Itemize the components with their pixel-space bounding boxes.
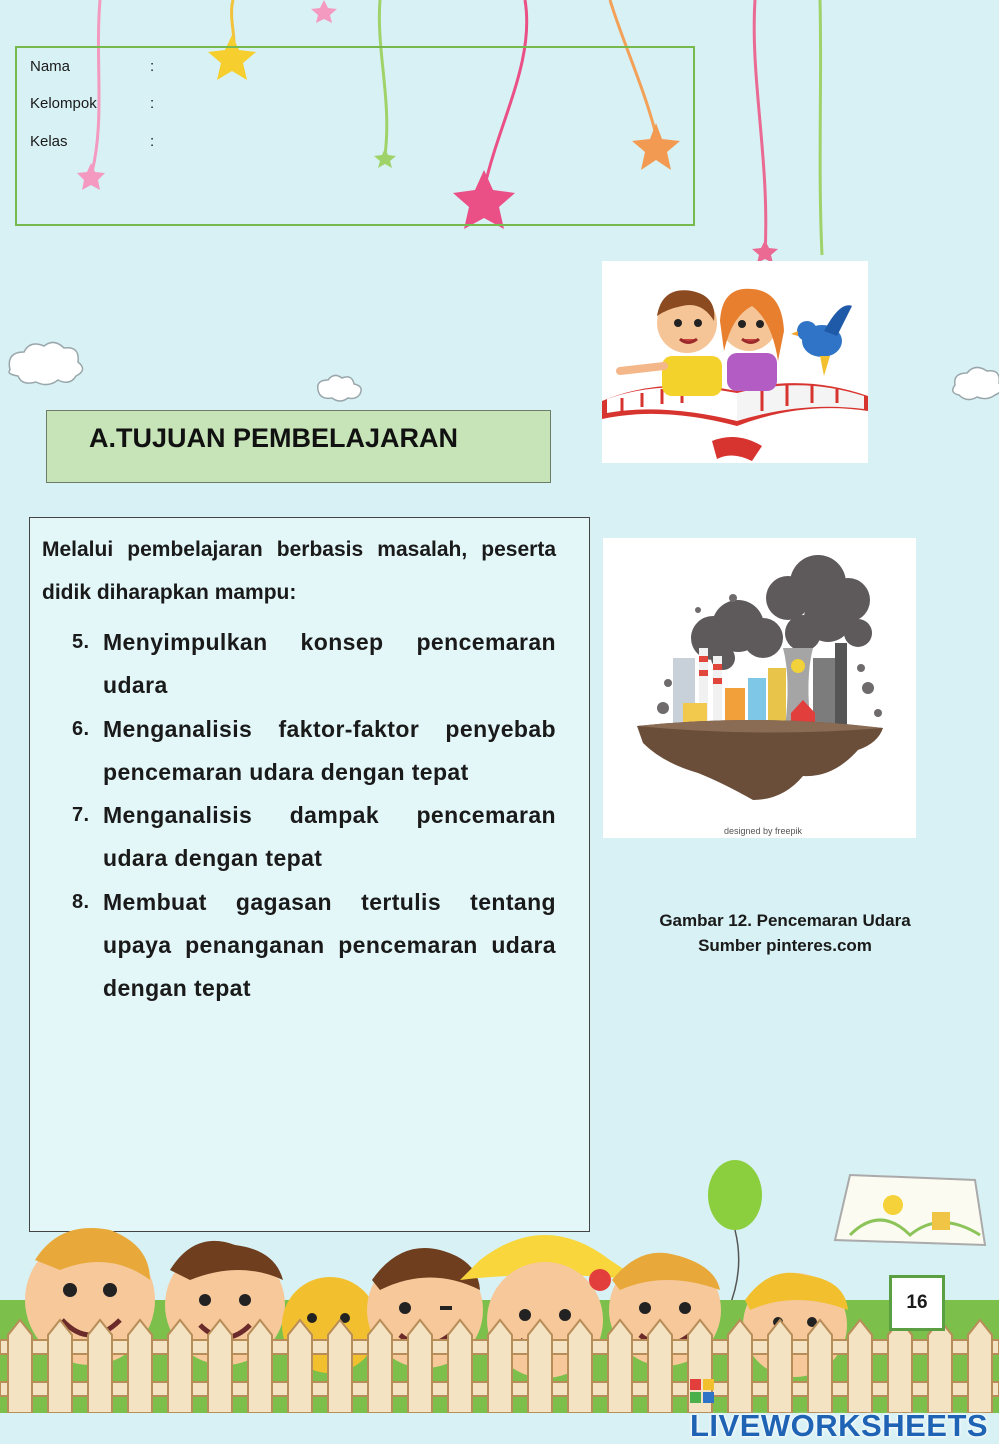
polluted-city-image: [603, 538, 916, 838]
cloud-icon: [318, 375, 361, 401]
section-header: [46, 410, 551, 483]
section-title: A.TUJUAN PEMBELAJARAN: [89, 423, 459, 453]
star-icon: [311, 0, 337, 23]
kids-on-book-image: [602, 261, 868, 463]
item-text: Membuat gagasan tertulis tentang upaya penanganan pencemaran udara dengan tepat: [103, 888, 556, 1002]
identity-colon: :: [150, 133, 155, 150]
brand-text: LIVEWORKSHEETS: [690, 1408, 989, 1443]
item-number: 6.: [72, 717, 90, 740]
identity-label: Kelompok: [30, 95, 97, 112]
objectives-intro: Melalui pembelajaran berbasis masalah, peserta didik diharapkan mampu:: [42, 538, 556, 604]
item-text: Menyimpulkan konsep pencemaran udara: [103, 629, 556, 699]
identity-label: Kelas: [30, 133, 68, 150]
caption-source: Sumber pinteres.com: [698, 936, 872, 955]
figure-caption: [620, 908, 950, 958]
item-number: 8.: [72, 890, 90, 913]
list-item: [72, 621, 556, 708]
page-number: 16: [889, 1275, 945, 1331]
kids-reading-illustration: [602, 261, 868, 463]
identity-row-kelompok: [30, 95, 154, 112]
liveworksheets-logo-icon: [690, 1379, 714, 1403]
identity-colon: :: [150, 58, 155, 75]
identity-colon: :: [150, 95, 155, 112]
learning-objectives-box: [29, 517, 590, 1232]
item-number: 7.: [72, 804, 90, 827]
cloud-icon: [953, 367, 999, 399]
objectives-list: [72, 621, 556, 1011]
framed-picture: [835, 1175, 985, 1245]
item-text: Menganalisis faktor-faktor penyebab pencemaran udara dengan tepat: [103, 715, 556, 785]
freepik-credit: designed by freepik: [723, 826, 803, 836]
liveworksheets-logo: [690, 1372, 999, 1444]
list-item: [72, 708, 556, 795]
student-identity-box: [15, 46, 695, 226]
identity-row-nama: [30, 58, 154, 75]
air-pollution-figure: [603, 538, 916, 838]
list-item: [72, 881, 556, 1011]
item-text: Menganalisis dampak pencemaran udara dengan tepat: [103, 802, 556, 872]
list-item: [72, 794, 556, 881]
caption-title: Gambar 12. Pencemaran Udara: [659, 911, 911, 930]
item-number: 5.: [72, 631, 90, 653]
cloud-icon: [9, 342, 83, 384]
identity-label: Nama: [30, 58, 71, 75]
star-icon: [752, 240, 778, 263]
identity-row-kelas: [30, 133, 154, 150]
